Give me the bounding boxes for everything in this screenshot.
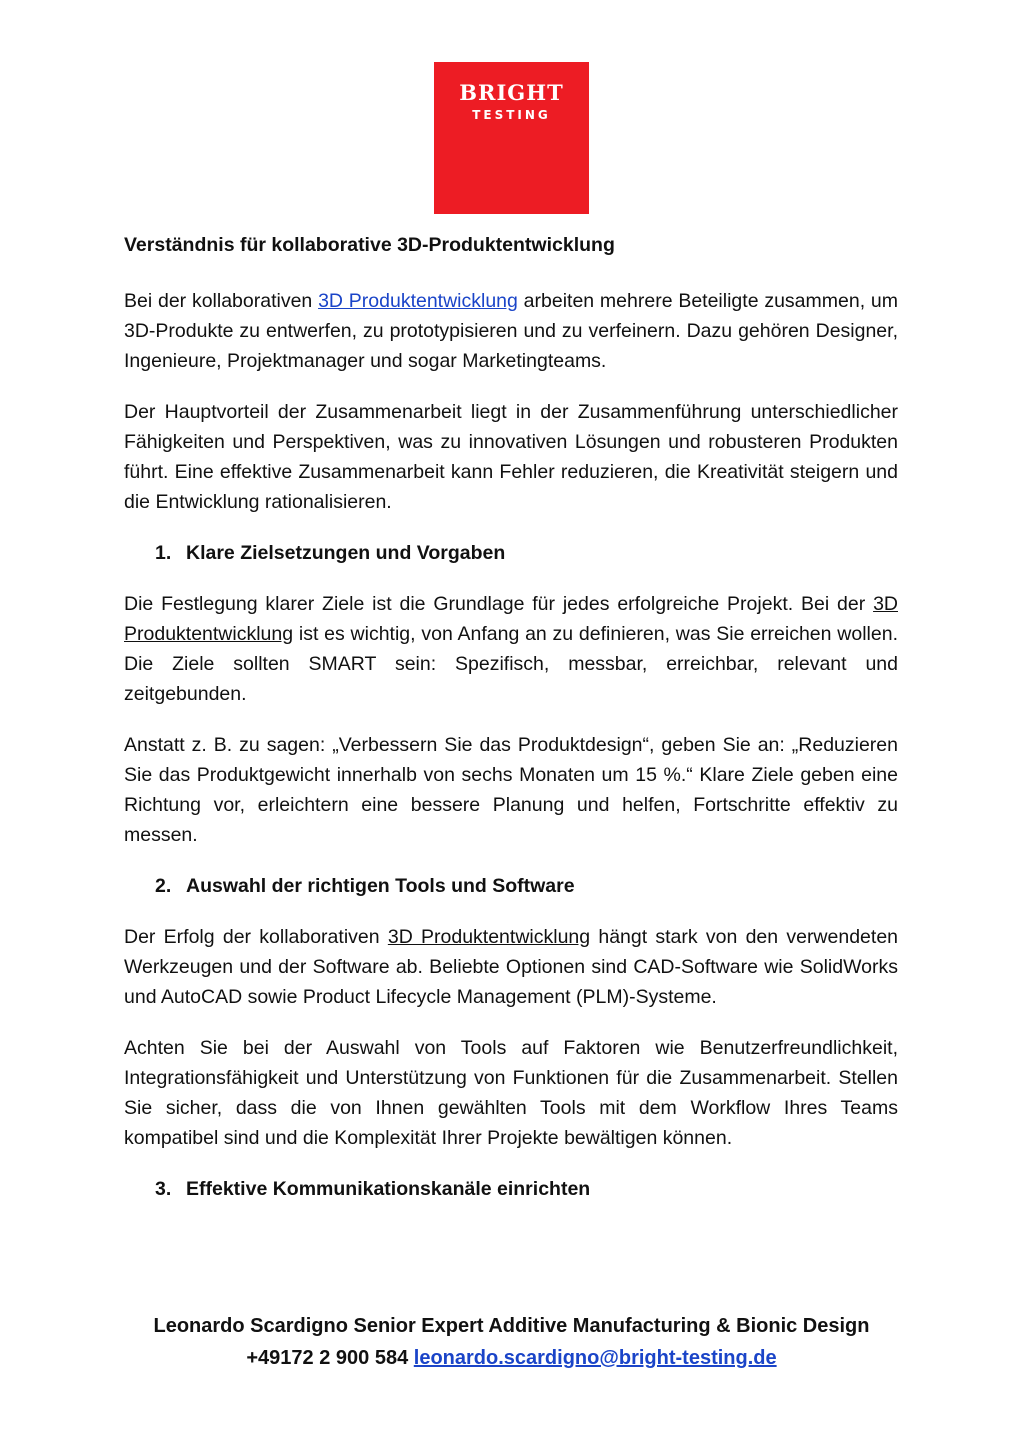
section-heading-2 [124, 871, 898, 901]
logo-line-1: BRIGHT [459, 80, 564, 105]
paragraph-goals-example: Anstatt z. B. zu sagen: „Verbessern Sie das Produktdesign“, geben Sie an: „Reduzieren Sie das Produktgewicht innerhalb von sechs Monaten um 15 %.“ Klare Ziele geben eine Richtung vor, erleichtern eine bessere Planung und helfen, Fortschritte effektiv zu messen. [124, 734, 898, 846]
section-heading-3 [124, 1174, 898, 1204]
text: Der Erfolg der kollaborativen [124, 926, 388, 948]
text: hängt stark von den verwendeten Werkzeugen und der Software ab. Beliebte Optionen sind CAD-Software wie SolidWorks und AutoCAD sowie Product Lifecycle Management (PLM)-Systeme. [124, 926, 899, 1008]
paragraph-tools [124, 922, 898, 1012]
footer-contact [0, 1342, 1023, 1374]
section-title: Auswahl der richtigen Tools und Software [186, 875, 575, 897]
footer-phone: +49172 2 900 584 [246, 1347, 409, 1369]
paragraph-goals [124, 589, 898, 709]
section-title: Effektive Kommunikationskanäle einrichten [186, 1178, 591, 1200]
text: Bei der kollaborativen [124, 290, 319, 312]
paragraph-benefits: Der Hauptvorteil der Zusammenarbeit liegt in der Zusammenführung unterschiedlicher Fähigkeiten und Perspektiven, was zu innovativen Lösungen und robusteren Produkten führt. Eine effektive Zusammenarbeit kann Fehler reduzieren, die Kreativität steigern und die Entwicklung rationalisieren. [124, 401, 898, 513]
bright-testing-logo [434, 62, 589, 214]
footer-author: Leonardo Scardigno Senior Expert Additive Manufacturing & Bionic Design [153, 1315, 870, 1337]
section-number: 1. [155, 542, 172, 564]
document-title: Verständnis für kollaborative 3D-Produktentwicklung [124, 234, 615, 256]
section-heading-1 [124, 538, 898, 568]
text: ist es wichtig, von Anfang an zu definieren, was Sie erreichen wollen. Die Ziele sollten SMART sein: Spezifisch, messbar, erreichbar, relevant und zeitgebunden. [124, 623, 898, 705]
section-number: 3. [155, 1178, 172, 1200]
section-title: Klare Zielsetzungen und Vorgaben [186, 542, 506, 564]
paragraph-intro [124, 286, 898, 376]
logo-line-2: TESTING [472, 108, 551, 122]
link-3d-produktentwicklung[interactable]: 3D Produktentwicklung [124, 593, 898, 645]
link-3d-produktentwicklung[interactable]: 3D Produktentwicklung [387, 926, 591, 948]
paragraph-tools-criteria: Achten Sie bei der Auswahl von Tools auf Faktoren wie Benutzerfreundlichkeit, Integrationsfähigkeit und Unterstützung von Funktionen für die Zusammenarbeit. Stellen Sie sicher, dass die von Ihnen gewählten Tools mit dem Workflow Ihres Teams kompatibel sind und die Komplexität Ihrer Projekte bewältigen können. [124, 1037, 898, 1149]
document-body [124, 226, 898, 1225]
section-number: 2. [155, 875, 172, 897]
text: arbeiten mehrere Beteiligte zusammen, um 3D-Produkte zu entwerfen, zu prototypisieren und zu verfeinern. Dazu gehören Designer, Ingenieure, Projektmanager und sogar Marketingteams. [124, 290, 898, 372]
text: Die Festlegung klarer Ziele ist die Grundlage für jedes erfolgreiche Projekt. Bei der [124, 593, 874, 615]
page-footer [0, 1310, 1023, 1374]
footer-email-link[interactable]: leonardo.scardigno@bright-testing.de [413, 1347, 777, 1369]
link-3d-produktentwicklung[interactable]: 3D Produktentwicklung [318, 290, 518, 312]
